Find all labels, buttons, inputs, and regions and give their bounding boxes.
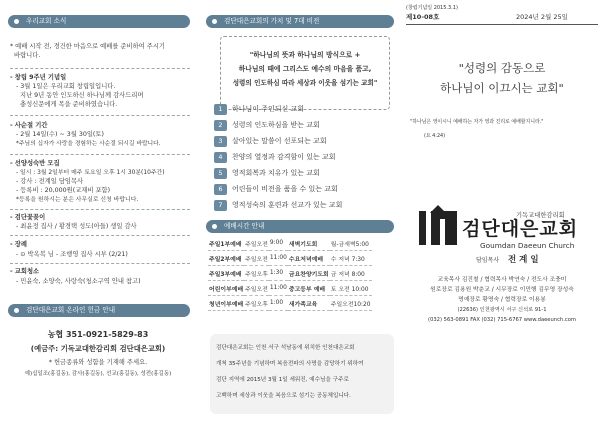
right-column: [404, 0, 600, 424]
service-time: 수 저녁 7:30: [330, 256, 365, 263]
bank-account: 농협 351-0921-5829-83: [47, 330, 149, 339]
denomination: 기독교대한감리회: [516, 212, 565, 219]
service-time: 금 저녁 8:00: [330, 271, 365, 278]
service-time: 11:00: [269, 285, 287, 291]
offering-note: * 헌금종류와 성함을 기재해 주세요.: [48, 359, 148, 366]
bullet-icon: [212, 19, 217, 24]
service-name: 주일3부예배: [209, 271, 242, 278]
vision-title: 검단대은교회의 가치 및 7대 비전: [224, 17, 320, 25]
schedule-header: [206, 220, 394, 233]
service-time-label: 주일오전: [245, 241, 268, 248]
vision-statement: "하나님의 뜻과 하나님의 방식으로 +: [249, 51, 361, 59]
church-name: 검단대은교회: [462, 218, 579, 240]
account-holder: (예금주: 기독교대한감리회 검단대은교회): [30, 344, 166, 353]
vision-number: 6: [214, 184, 227, 195]
service-time-label: 주일오전: [245, 256, 268, 263]
news-heading: - 선양성숙반 모집: [10, 160, 60, 167]
staff-line: 교육목사 김진철 / 협력목사 박연숙 / 전도사 조충미: [437, 277, 567, 283]
pastor-name: 전 계 일: [508, 255, 539, 265]
vision-statement: 성령의 인도하심 따라 세상과 이웃을 섬기는 교회": [232, 79, 378, 87]
divider: [10, 68, 190, 69]
vision-item: 성령의 인도하심을 받는 교회: [232, 121, 320, 129]
news-line: - 등록비 : 20,000원(교재비 포함): [16, 187, 111, 194]
news-line: - 민윤숙, 소양숙, 사랑숙(청소구역 안내 참고): [16, 278, 141, 285]
divider: [10, 115, 190, 116]
theme-line-2: 하나님이 이끄시는 교회": [440, 81, 564, 95]
news-header: [8, 15, 190, 28]
divider: [10, 235, 190, 236]
service-name: 금요찬양기도회: [288, 271, 329, 278]
news-line: - ⊙ 박옥복 님 - 조행영 집사 시부 (2/21): [16, 251, 128, 258]
service-time: 1:30: [269, 270, 284, 276]
news-title: 우리교회 소식: [26, 17, 67, 25]
service-name: 주일1부예배: [209, 241, 242, 248]
service-time: 11:00: [269, 255, 287, 261]
schedule-title: 예배시간 안내: [224, 222, 265, 230]
theme-line-1: "성령의 감동으로: [458, 61, 546, 75]
news-line: *주님의 십자가 사랑을 경험하는 사순절 되시길 바랍니다.: [16, 141, 161, 147]
news-heading: - 창립 9주년 기념일: [10, 74, 67, 81]
offering-header: [8, 304, 190, 317]
news-heading: - 검단꽃꽂이: [10, 214, 46, 221]
intro-line: 검단대은교회는 인천 서구 석남동에 위치한 인천대은교회: [216, 345, 355, 351]
offering-title: 검단대은교회 온라인 헌금 안내: [26, 306, 116, 314]
founding-date: (창립기념일 2015.3.1): [406, 5, 458, 11]
intro-line: 고백하며 세상과 이웃을 복음으로 섬기는 공동체입니다.: [216, 393, 351, 399]
vision-item: 찬양의 열정과 감격함이 있는 교회: [232, 153, 336, 161]
vision-number: 2: [214, 120, 227, 131]
vision-item: 영적회복과 치유가 있는 교회: [232, 169, 320, 177]
issue-date: 2024년 2월 25일: [516, 13, 568, 21]
church-contact: (032) 563-0891 FAX (032) 715-6767 www.daeeunch.com: [428, 317, 576, 323]
vision-number: 4: [214, 152, 227, 163]
vision-item: 어린들이 비전을 품을 수 있는 교회: [232, 185, 338, 193]
table-row: [208, 266, 372, 281]
pastor-label: 담임목사: [476, 257, 500, 264]
vision-number: 5: [214, 168, 227, 179]
service-name: 어린이부예배: [209, 286, 244, 293]
news-line: - 최윤정 집사 / 황경택 성도(아들) 생일 감사: [16, 223, 137, 230]
table-row: [208, 251, 372, 266]
scripture-reference: (요 4:24): [424, 133, 446, 139]
news-line: 충성신문에게 목을 준비하였습니다.: [20, 101, 118, 108]
news-heading: - 사순절 기간: [10, 122, 48, 129]
news-line: - 2월 14일(수) ~ 3월 30일(토): [16, 131, 104, 138]
service-name: 중고등부 예배: [288, 286, 326, 293]
offering-example: 예)십일조(홍길동), 감사(홍길동), 선교(홍길동), 성전(홍길동): [24, 371, 172, 377]
service-time: 월-금새벽5:00: [330, 241, 369, 248]
news-line: - 3월 1일은 우리교회 창립일입니다.: [16, 83, 116, 90]
news-line: - 일시 : 3월 2일부터 매주 토요일 오후 1시 30분(10주간): [16, 170, 165, 176]
vision-header: [206, 15, 394, 28]
divider: [10, 263, 190, 264]
worship-schedule-table: [208, 236, 372, 311]
service-time-label: 주일오후: [245, 271, 268, 278]
divider: [10, 154, 190, 155]
bullet-icon: [14, 308, 19, 313]
service-name: 주일2부예배: [209, 256, 242, 263]
service-time: 9:00: [269, 240, 284, 246]
church-logo-icon: [416, 205, 460, 249]
vision-item: 영적성숙의 훈련과 선교가 있는 교회: [232, 201, 343, 209]
bullet-icon: [14, 19, 19, 24]
church-address: (22636) 인천광역시 서구 신석로 91-1: [457, 307, 547, 313]
service-name: 새가족교육: [288, 301, 318, 308]
bullet-icon: [212, 224, 217, 229]
left-column: [0, 0, 196, 424]
service-name: 청년이부예배: [209, 301, 244, 308]
service-name: 수요저녁예배: [288, 256, 324, 263]
vision-number: 1: [214, 104, 227, 115]
divider: [10, 209, 190, 210]
middle-column: [202, 0, 398, 424]
divider: [406, 24, 598, 25]
vision-item: 살아있는 말씀이 선포되는 교회: [232, 137, 327, 145]
staff-line: 명예장로 황명숙 / 협력장로 이용봉: [458, 297, 546, 303]
news-heading: - 장례: [10, 241, 27, 248]
news-line: 지난 9년 동안 인도하신 하나님께 감사드리며: [20, 92, 144, 99]
news-line: 바랍니다.: [14, 52, 41, 59]
scripture-verse: "하나님은 영이시니 예배하는 자가 영과 진리로 예배할지니라.": [410, 119, 544, 125]
service-time: 1:00: [269, 300, 284, 306]
news-line: *등록을 원하시는 분은 사무실로 신청 바랍니다.: [16, 197, 139, 203]
news-line: * 예배 시작 전, 경건한 마음으로 예배를 준비하여 주시기: [10, 43, 165, 50]
service-time: 주일오전10:20: [330, 301, 371, 308]
news-line: - 강사 : 전계일 담임목사: [16, 178, 84, 185]
staff-line: 원로장로 김용원 박춘교 / 시무장로 이민행 김무영 장성숙: [430, 287, 574, 293]
church-name-english: Goumdan Daeeun Church: [480, 241, 575, 250]
intro-line: 검단 지역에 2015년 3월 1일 세워진, 예수님을 구주로: [216, 377, 349, 383]
vision-item: 하나님이 주인되신 교회: [232, 105, 305, 113]
intro-line: 개척 35주년을 기념하며 복음전파의 사명을 감당하기 위하여: [216, 361, 364, 367]
service-name: 새벽기도회: [288, 241, 318, 248]
vision-number: 3: [214, 136, 227, 147]
service-time-label: 주일오전: [245, 286, 268, 293]
service-time: 토 오전 10:00: [330, 286, 369, 293]
service-time-label: 주일오후: [245, 301, 268, 308]
issue-number: 제10-08호: [406, 13, 440, 21]
vision-statement: 하나님의 때에 그리스도 예수의 마음을 품고,: [238, 65, 372, 73]
vision-number: 7: [214, 200, 227, 211]
table-row: [208, 281, 372, 296]
table-row: [208, 236, 372, 251]
news-heading: - 교회청소: [10, 268, 40, 275]
table-row: [208, 296, 372, 311]
